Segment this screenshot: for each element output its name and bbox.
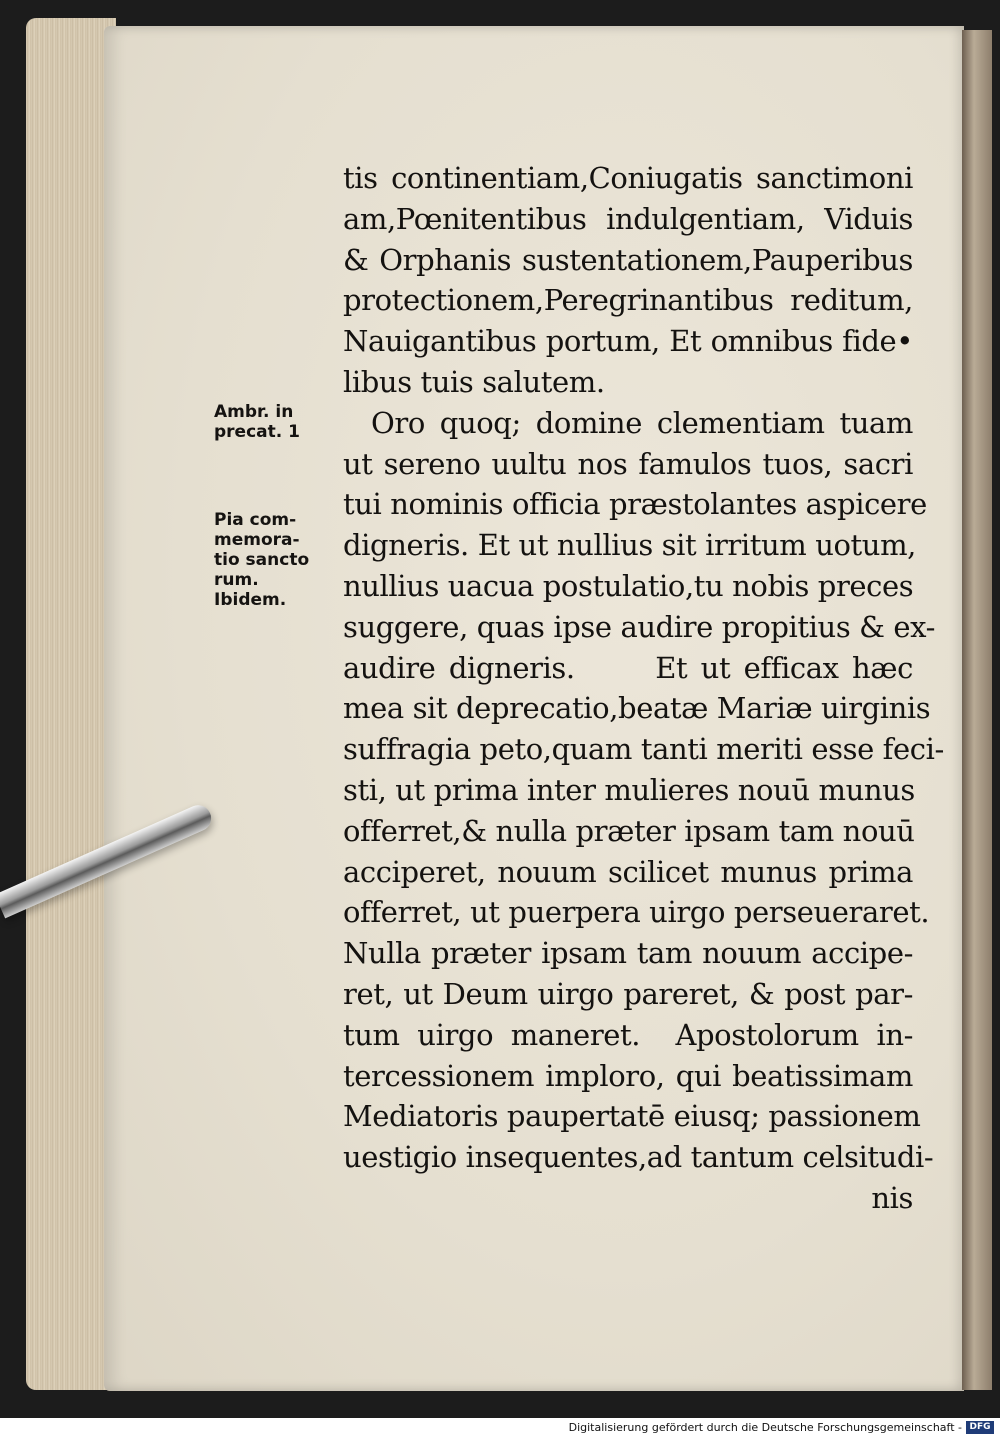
text-line: tercessionem imploro, qui beatissimam [343, 1058, 913, 1093]
text-line: suffragia peto,quam tanti meriti esse feci- [343, 732, 944, 767]
text-line: am,Pœnitentibus indulgentiam, Viduis [343, 201, 913, 236]
text-line: audire digneris. Et ut efficax hæc [343, 650, 913, 685]
margin-note-line: tio sancto [214, 550, 310, 570]
margin-notes [214, 402, 344, 610]
text-line: tum uirgo maneret. Apostolorum in- [343, 1017, 913, 1052]
margin-note-line: Ibidem. [214, 590, 287, 610]
text-line: digneris. Et ut nullius sit irritum uotum, [343, 528, 916, 563]
margin-note-line: Pia com- [214, 510, 297, 530]
text-line: uestigio insequentes,ad tantum celsitudi- [343, 1140, 934, 1175]
margin-note-line: memora- [214, 530, 300, 550]
margin-note-line: rum. [214, 570, 259, 590]
text-line: & Orphanis sustentationem,Pauperibus [343, 242, 913, 277]
text-line: tis continentiam,Coniugatis sanctimoni [343, 161, 913, 195]
text-line: nullius uacua postulatio,tu nobis preces [343, 568, 914, 603]
text-line: Nauigantibus portum, Et omnibus fide• [343, 324, 913, 359]
dfg-logo-icon: DFG [966, 1421, 994, 1434]
digitization-credit: Digitalisierung gefördert durch die Deutsche Forschungsgemeinschaft - [568, 1421, 962, 1434]
text-line: tui nominis officia præstolantes aspicere [343, 487, 927, 522]
text-line: ut sereno uultu nos famulos tuos, sacri [343, 446, 913, 481]
text-line: ret, ut Deum uirgo pareret, & post par- [343, 976, 913, 1011]
page-stack-edge [26, 18, 116, 1390]
catchword: nis [871, 1180, 913, 1215]
binding-edge [962, 30, 992, 1390]
text-line: offerret,& nulla præter ipsam tam nouū [343, 813, 915, 848]
text-line: offerret, ut puerpera uirgo perseueraret. [343, 895, 930, 930]
footer-bar [0, 1418, 1000, 1438]
text-line: Nulla præter ipsam tam nouum accipe- [343, 936, 913, 971]
text-line: acciperet, nouum scilicet munus prima [343, 854, 913, 889]
text-line: Oro quoq; domine clementiam tuam [371, 405, 913, 440]
text-line: protectionem,Peregrinantibus reditum, [343, 283, 913, 318]
margin-note-line: Ambr. in [214, 402, 294, 422]
text-line: suggere, quas ipse audire propitius & ex- [343, 609, 935, 644]
text-line: mea sit deprecatio,beatæ Mariæ uirginis [343, 691, 931, 726]
text-line: sti, ut prima inter mulieres nouū munus [343, 772, 915, 807]
text-line: libus tuis salutem. [343, 364, 605, 399]
margin-note-line: precat. 1 [214, 422, 300, 442]
text-line: Mediatoris paupertatē eiusq; passionem [343, 1099, 921, 1134]
main-text-column [343, 158, 944, 1219]
